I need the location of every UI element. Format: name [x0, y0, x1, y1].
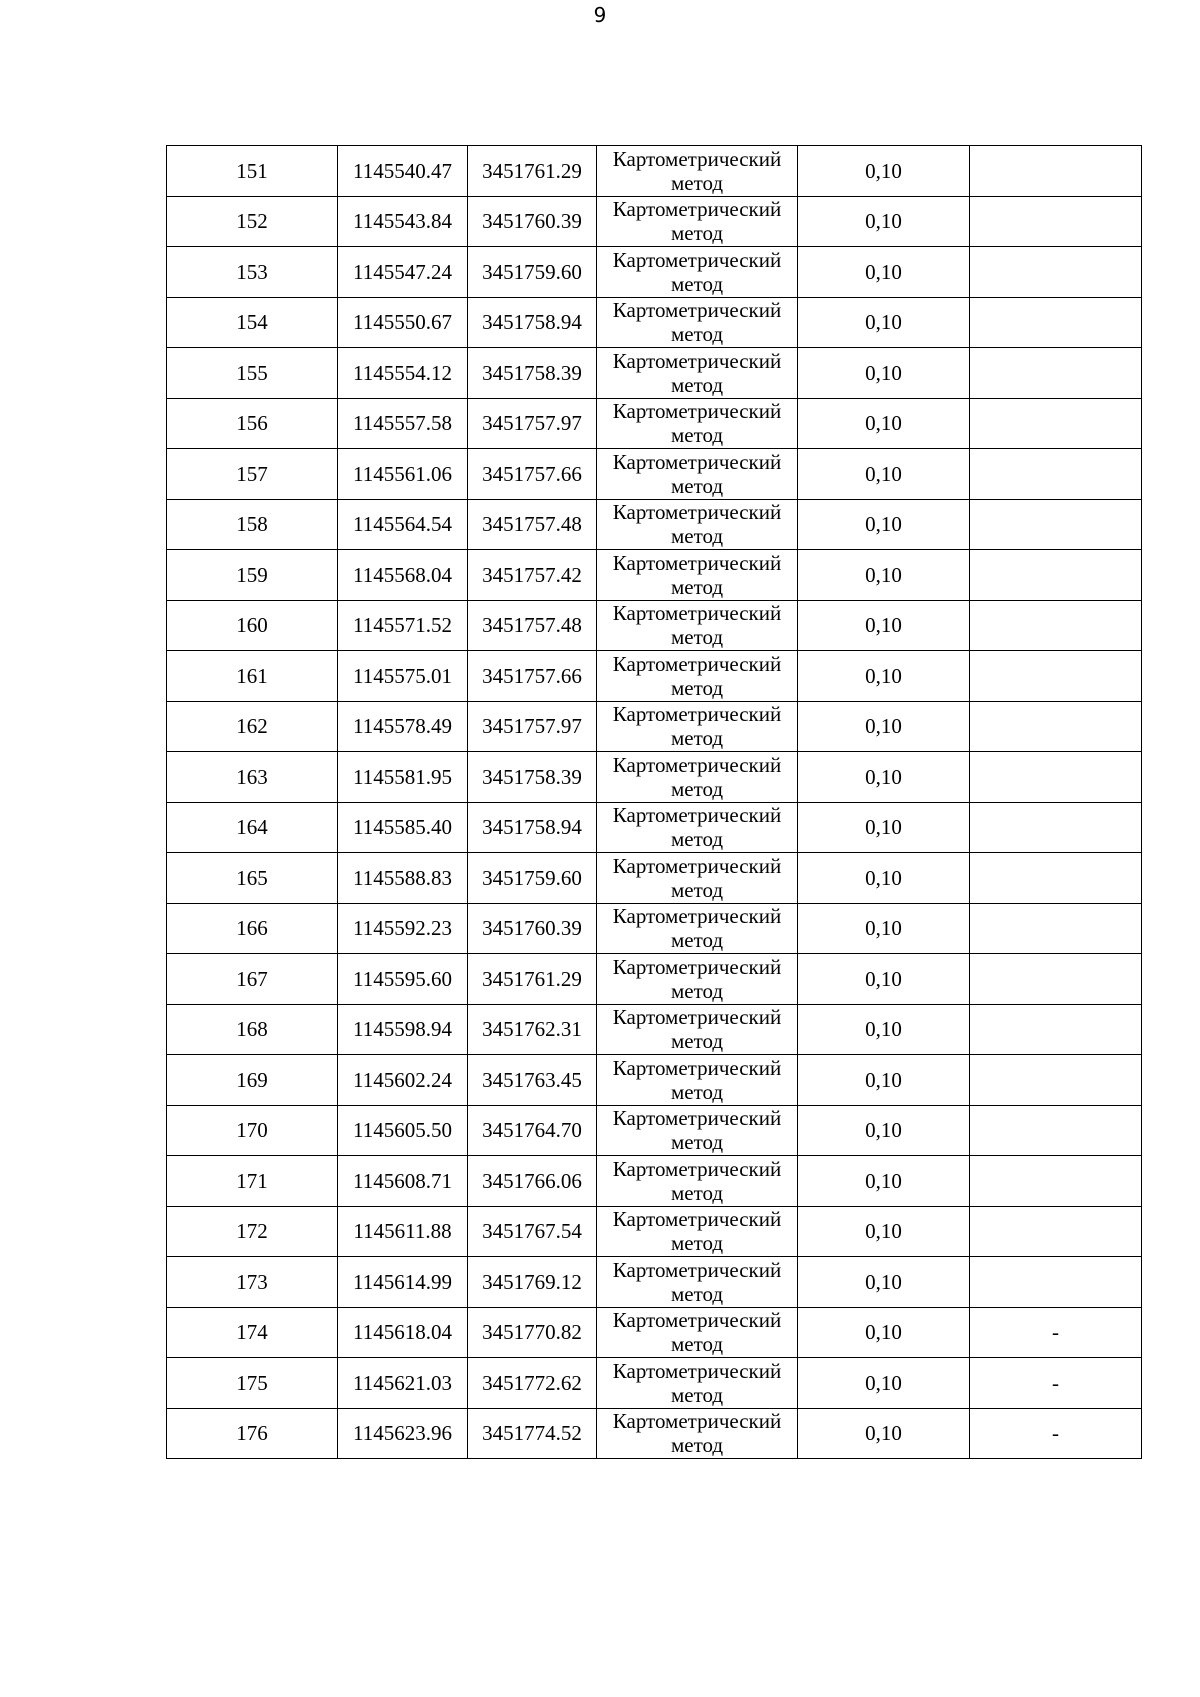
page-number: 9 [593, 3, 607, 27]
x-coordinate-cell: 1145540.47 [338, 146, 468, 197]
method-cell [597, 752, 798, 803]
method-cell [597, 1408, 798, 1459]
method-line-2: метод [670, 1029, 724, 1054]
x-coordinate-cell: 1145564.54 [338, 499, 468, 550]
method-line-1: Картометрический [612, 651, 782, 676]
note-cell [970, 449, 1142, 500]
table-row [167, 701, 1142, 752]
accuracy-cell: 0,10 [798, 903, 970, 954]
table-row [167, 297, 1142, 348]
method-cell [597, 600, 798, 651]
note-cell [970, 247, 1142, 298]
x-coordinate-cell: 1145588.83 [338, 853, 468, 904]
x-coordinate-cell: 1145578.49 [338, 701, 468, 752]
table-row [167, 1408, 1142, 1459]
accuracy-cell: 0,10 [798, 802, 970, 853]
accuracy-cell: 0,10 [798, 297, 970, 348]
method-line-1: Картометрический [612, 1005, 782, 1030]
point-number-cell: 169 [167, 1055, 338, 1106]
method-line-1: Картометрический [612, 702, 782, 727]
table-row [167, 398, 1142, 449]
x-coordinate-cell: 1145623.96 [338, 1408, 468, 1459]
table-row [167, 247, 1142, 298]
accuracy-cell: 0,10 [798, 1206, 970, 1257]
method-cell [597, 651, 798, 702]
accuracy-cell: 0,10 [798, 196, 970, 247]
table-row [167, 1105, 1142, 1156]
accuracy-cell: 0,10 [798, 449, 970, 500]
y-coordinate-cell: 3451764.70 [468, 1105, 597, 1156]
table-row [167, 1206, 1142, 1257]
method-line-2: метод [670, 726, 724, 751]
accuracy-cell: 0,10 [798, 954, 970, 1005]
note-cell [970, 146, 1142, 197]
y-coordinate-cell: 3451757.66 [468, 651, 597, 702]
y-coordinate-cell: 3451766.06 [468, 1156, 597, 1207]
accuracy-cell: 0,10 [798, 701, 970, 752]
method-line-2: метод [670, 1382, 724, 1407]
y-coordinate-cell: 3451759.60 [468, 247, 597, 298]
method-line-2: метод [670, 322, 724, 347]
method-cell [597, 802, 798, 853]
point-number-cell: 156 [167, 398, 338, 449]
method-line-1: Картометрический [612, 601, 782, 626]
method-line-2: метод [670, 423, 724, 448]
note-cell: - [970, 1307, 1142, 1358]
method-line-1: Картометрический [612, 904, 782, 929]
x-coordinate-cell: 1145618.04 [338, 1307, 468, 1358]
accuracy-cell: 0,10 [798, 1004, 970, 1055]
x-coordinate-cell: 1145561.06 [338, 449, 468, 500]
method-line-2: метод [670, 827, 724, 852]
note-cell [970, 752, 1142, 803]
method-line-2: метод [670, 675, 724, 700]
method-cell [597, 1004, 798, 1055]
method-cell [597, 1307, 798, 1358]
y-coordinate-cell: 3451758.39 [468, 752, 597, 803]
point-number-cell: 154 [167, 297, 338, 348]
point-number-cell: 151 [167, 146, 338, 197]
point-number-cell: 165 [167, 853, 338, 904]
x-coordinate-cell: 1145611.88 [338, 1206, 468, 1257]
y-coordinate-cell: 3451770.82 [468, 1307, 597, 1358]
point-number-cell: 173 [167, 1257, 338, 1308]
method-cell [597, 1206, 798, 1257]
method-line-2: метод [670, 271, 724, 296]
point-number-cell: 170 [167, 1105, 338, 1156]
x-coordinate-cell: 1145543.84 [338, 196, 468, 247]
note-cell: - [970, 1408, 1142, 1459]
method-line-2: метод [670, 1180, 724, 1205]
y-coordinate-cell: 3451757.66 [468, 449, 597, 500]
method-line-2: метод [670, 524, 724, 549]
method-cell [597, 1156, 798, 1207]
note-cell [970, 802, 1142, 853]
method-line-2: метод [670, 928, 724, 953]
y-coordinate-cell: 3451758.39 [468, 348, 597, 399]
table-row [167, 600, 1142, 651]
x-coordinate-cell: 1145621.03 [338, 1358, 468, 1409]
x-coordinate-cell: 1145605.50 [338, 1105, 468, 1156]
accuracy-cell: 0,10 [798, 247, 970, 298]
table-row [167, 752, 1142, 803]
note-cell [970, 1257, 1142, 1308]
method-line-2: метод [670, 574, 724, 599]
note-cell [970, 348, 1142, 399]
x-coordinate-cell: 1145575.01 [338, 651, 468, 702]
note-cell [970, 1105, 1142, 1156]
point-number-cell: 158 [167, 499, 338, 550]
method-line-1: Картометрический [612, 954, 782, 979]
method-cell [597, 853, 798, 904]
accuracy-cell: 0,10 [798, 348, 970, 399]
method-line-1: Картометрический [612, 1055, 782, 1080]
x-coordinate-cell: 1145614.99 [338, 1257, 468, 1308]
x-coordinate-cell: 1145595.60 [338, 954, 468, 1005]
table-row [167, 1004, 1142, 1055]
accuracy-cell: 0,10 [798, 651, 970, 702]
note-cell [970, 1055, 1142, 1106]
accuracy-cell: 0,10 [798, 1307, 970, 1358]
note-cell [970, 1206, 1142, 1257]
accuracy-cell: 0,10 [798, 853, 970, 904]
y-coordinate-cell: 3451774.52 [468, 1408, 597, 1459]
method-line-1: Картометрический [612, 1308, 782, 1333]
note-cell: - [970, 1358, 1142, 1409]
method-cell [597, 701, 798, 752]
note-cell [970, 600, 1142, 651]
table-row [167, 146, 1142, 197]
note-cell [970, 196, 1142, 247]
accuracy-cell: 0,10 [798, 1055, 970, 1106]
point-number-cell: 153 [167, 247, 338, 298]
accuracy-cell: 0,10 [798, 1358, 970, 1409]
method-line-2: метод [670, 1433, 724, 1458]
accuracy-cell: 0,10 [798, 550, 970, 601]
method-cell [597, 1358, 798, 1409]
x-coordinate-cell: 1145554.12 [338, 348, 468, 399]
y-coordinate-cell: 3451757.48 [468, 600, 597, 651]
method-cell [597, 954, 798, 1005]
method-line-2: метод [670, 1130, 724, 1155]
note-cell [970, 903, 1142, 954]
method-line-2: метод [670, 877, 724, 902]
method-line-2: метод [670, 1231, 724, 1256]
method-line-2: метод [670, 372, 724, 397]
method-line-1: Картометрический [612, 399, 782, 424]
method-line-2: метод [670, 1281, 724, 1306]
x-coordinate-cell: 1145602.24 [338, 1055, 468, 1106]
point-number-cell: 175 [167, 1358, 338, 1409]
method-line-2: метод [670, 473, 724, 498]
note-cell [970, 651, 1142, 702]
method-cell [597, 1257, 798, 1308]
y-coordinate-cell: 3451760.39 [468, 903, 597, 954]
table-row [167, 348, 1142, 399]
y-coordinate-cell: 3451760.39 [468, 196, 597, 247]
point-number-cell: 159 [167, 550, 338, 601]
point-number-cell: 161 [167, 651, 338, 702]
point-number-cell: 166 [167, 903, 338, 954]
method-cell [597, 348, 798, 399]
point-number-cell: 171 [167, 1156, 338, 1207]
x-coordinate-cell: 1145550.67 [338, 297, 468, 348]
note-cell [970, 1004, 1142, 1055]
method-line-2: метод [670, 170, 724, 195]
method-line-1: Картометрический [612, 752, 782, 777]
table-row [167, 1307, 1142, 1358]
method-line-1: Картометрический [612, 500, 782, 525]
accuracy-cell: 0,10 [798, 499, 970, 550]
y-coordinate-cell: 3451759.60 [468, 853, 597, 904]
accuracy-cell: 0,10 [798, 146, 970, 197]
point-number-cell: 163 [167, 752, 338, 803]
method-cell [597, 398, 798, 449]
method-line-1: Картометрический [612, 197, 782, 222]
y-coordinate-cell: 3451763.45 [468, 1055, 597, 1106]
table-row [167, 1055, 1142, 1106]
point-number-cell: 155 [167, 348, 338, 399]
method-line-1: Картометрический [612, 803, 782, 828]
method-line-1: Картометрический [612, 1156, 782, 1181]
point-number-cell: 174 [167, 1307, 338, 1358]
accuracy-cell: 0,10 [798, 600, 970, 651]
method-line-1: Картометрический [612, 1207, 782, 1232]
note-cell [970, 701, 1142, 752]
point-number-cell: 167 [167, 954, 338, 1005]
method-line-1: Картометрический [612, 1106, 782, 1131]
method-cell [597, 146, 798, 197]
method-line-1: Картометрический [612, 853, 782, 878]
method-cell [597, 297, 798, 348]
point-number-cell: 160 [167, 600, 338, 651]
method-line-1: Картометрический [612, 1257, 782, 1282]
method-cell [597, 196, 798, 247]
table-row [167, 550, 1142, 601]
point-number-cell: 172 [167, 1206, 338, 1257]
note-cell [970, 499, 1142, 550]
method-line-2: метод [670, 978, 724, 1003]
x-coordinate-cell: 1145598.94 [338, 1004, 468, 1055]
table-row [167, 196, 1142, 247]
method-line-1: Картометрический [612, 550, 782, 575]
table-row [167, 499, 1142, 550]
note-cell [970, 853, 1142, 904]
method-cell [597, 449, 798, 500]
point-number-cell: 152 [167, 196, 338, 247]
note-cell [970, 398, 1142, 449]
accuracy-cell: 0,10 [798, 752, 970, 803]
y-coordinate-cell: 3451761.29 [468, 146, 597, 197]
y-coordinate-cell: 3451767.54 [468, 1206, 597, 1257]
y-coordinate-cell: 3451758.94 [468, 297, 597, 348]
y-coordinate-cell: 3451757.97 [468, 398, 597, 449]
accuracy-cell: 0,10 [798, 1156, 970, 1207]
x-coordinate-cell: 1145592.23 [338, 903, 468, 954]
method-line-1: Картометрический [612, 146, 782, 171]
y-coordinate-cell: 3451757.97 [468, 701, 597, 752]
method-line-1: Картометрический [612, 298, 782, 323]
y-coordinate-cell: 3451761.29 [468, 954, 597, 1005]
table-body [167, 146, 1142, 1459]
table-row [167, 802, 1142, 853]
point-number-cell: 176 [167, 1408, 338, 1459]
method-cell [597, 550, 798, 601]
x-coordinate-cell: 1145547.24 [338, 247, 468, 298]
accuracy-cell: 0,10 [798, 1408, 970, 1459]
method-line-2: метод [670, 625, 724, 650]
method-line-2: метод [670, 221, 724, 246]
method-cell [597, 1105, 798, 1156]
table-row [167, 903, 1142, 954]
table-row [167, 1358, 1142, 1409]
y-coordinate-cell: 3451772.62 [468, 1358, 597, 1409]
method-cell [597, 247, 798, 298]
point-number-cell: 162 [167, 701, 338, 752]
table-row [167, 449, 1142, 500]
x-coordinate-cell: 1145581.95 [338, 752, 468, 803]
coordinates-table [166, 145, 1142, 1459]
x-coordinate-cell: 1145608.71 [338, 1156, 468, 1207]
method-line-2: метод [670, 1332, 724, 1357]
x-coordinate-cell: 1145571.52 [338, 600, 468, 651]
method-cell [597, 1055, 798, 1106]
table-row [167, 1257, 1142, 1308]
method-cell [597, 499, 798, 550]
note-cell [970, 297, 1142, 348]
accuracy-cell: 0,10 [798, 1257, 970, 1308]
method-line-2: метод [670, 1079, 724, 1104]
method-line-2: метод [670, 776, 724, 801]
point-number-cell: 164 [167, 802, 338, 853]
x-coordinate-cell: 1145568.04 [338, 550, 468, 601]
method-line-1: Картометрический [612, 1409, 782, 1434]
y-coordinate-cell: 3451758.94 [468, 802, 597, 853]
method-line-1: Картометрический [612, 1358, 782, 1383]
point-number-cell: 157 [167, 449, 338, 500]
table-row [167, 954, 1142, 1005]
note-cell [970, 550, 1142, 601]
note-cell [970, 954, 1142, 1005]
note-cell [970, 1156, 1142, 1207]
accuracy-cell: 0,10 [798, 398, 970, 449]
table-row [167, 1156, 1142, 1207]
method-line-1: Картометрический [612, 348, 782, 373]
x-coordinate-cell: 1145585.40 [338, 802, 468, 853]
method-cell [597, 903, 798, 954]
y-coordinate-cell: 3451757.48 [468, 499, 597, 550]
y-coordinate-cell: 3451757.42 [468, 550, 597, 601]
method-line-1: Картометрический [612, 449, 782, 474]
point-number-cell: 168 [167, 1004, 338, 1055]
y-coordinate-cell: 3451769.12 [468, 1257, 597, 1308]
accuracy-cell: 0,10 [798, 1105, 970, 1156]
table-row [167, 853, 1142, 904]
table-row [167, 651, 1142, 702]
x-coordinate-cell: 1145557.58 [338, 398, 468, 449]
y-coordinate-cell: 3451762.31 [468, 1004, 597, 1055]
method-line-1: Картометрический [612, 247, 782, 272]
